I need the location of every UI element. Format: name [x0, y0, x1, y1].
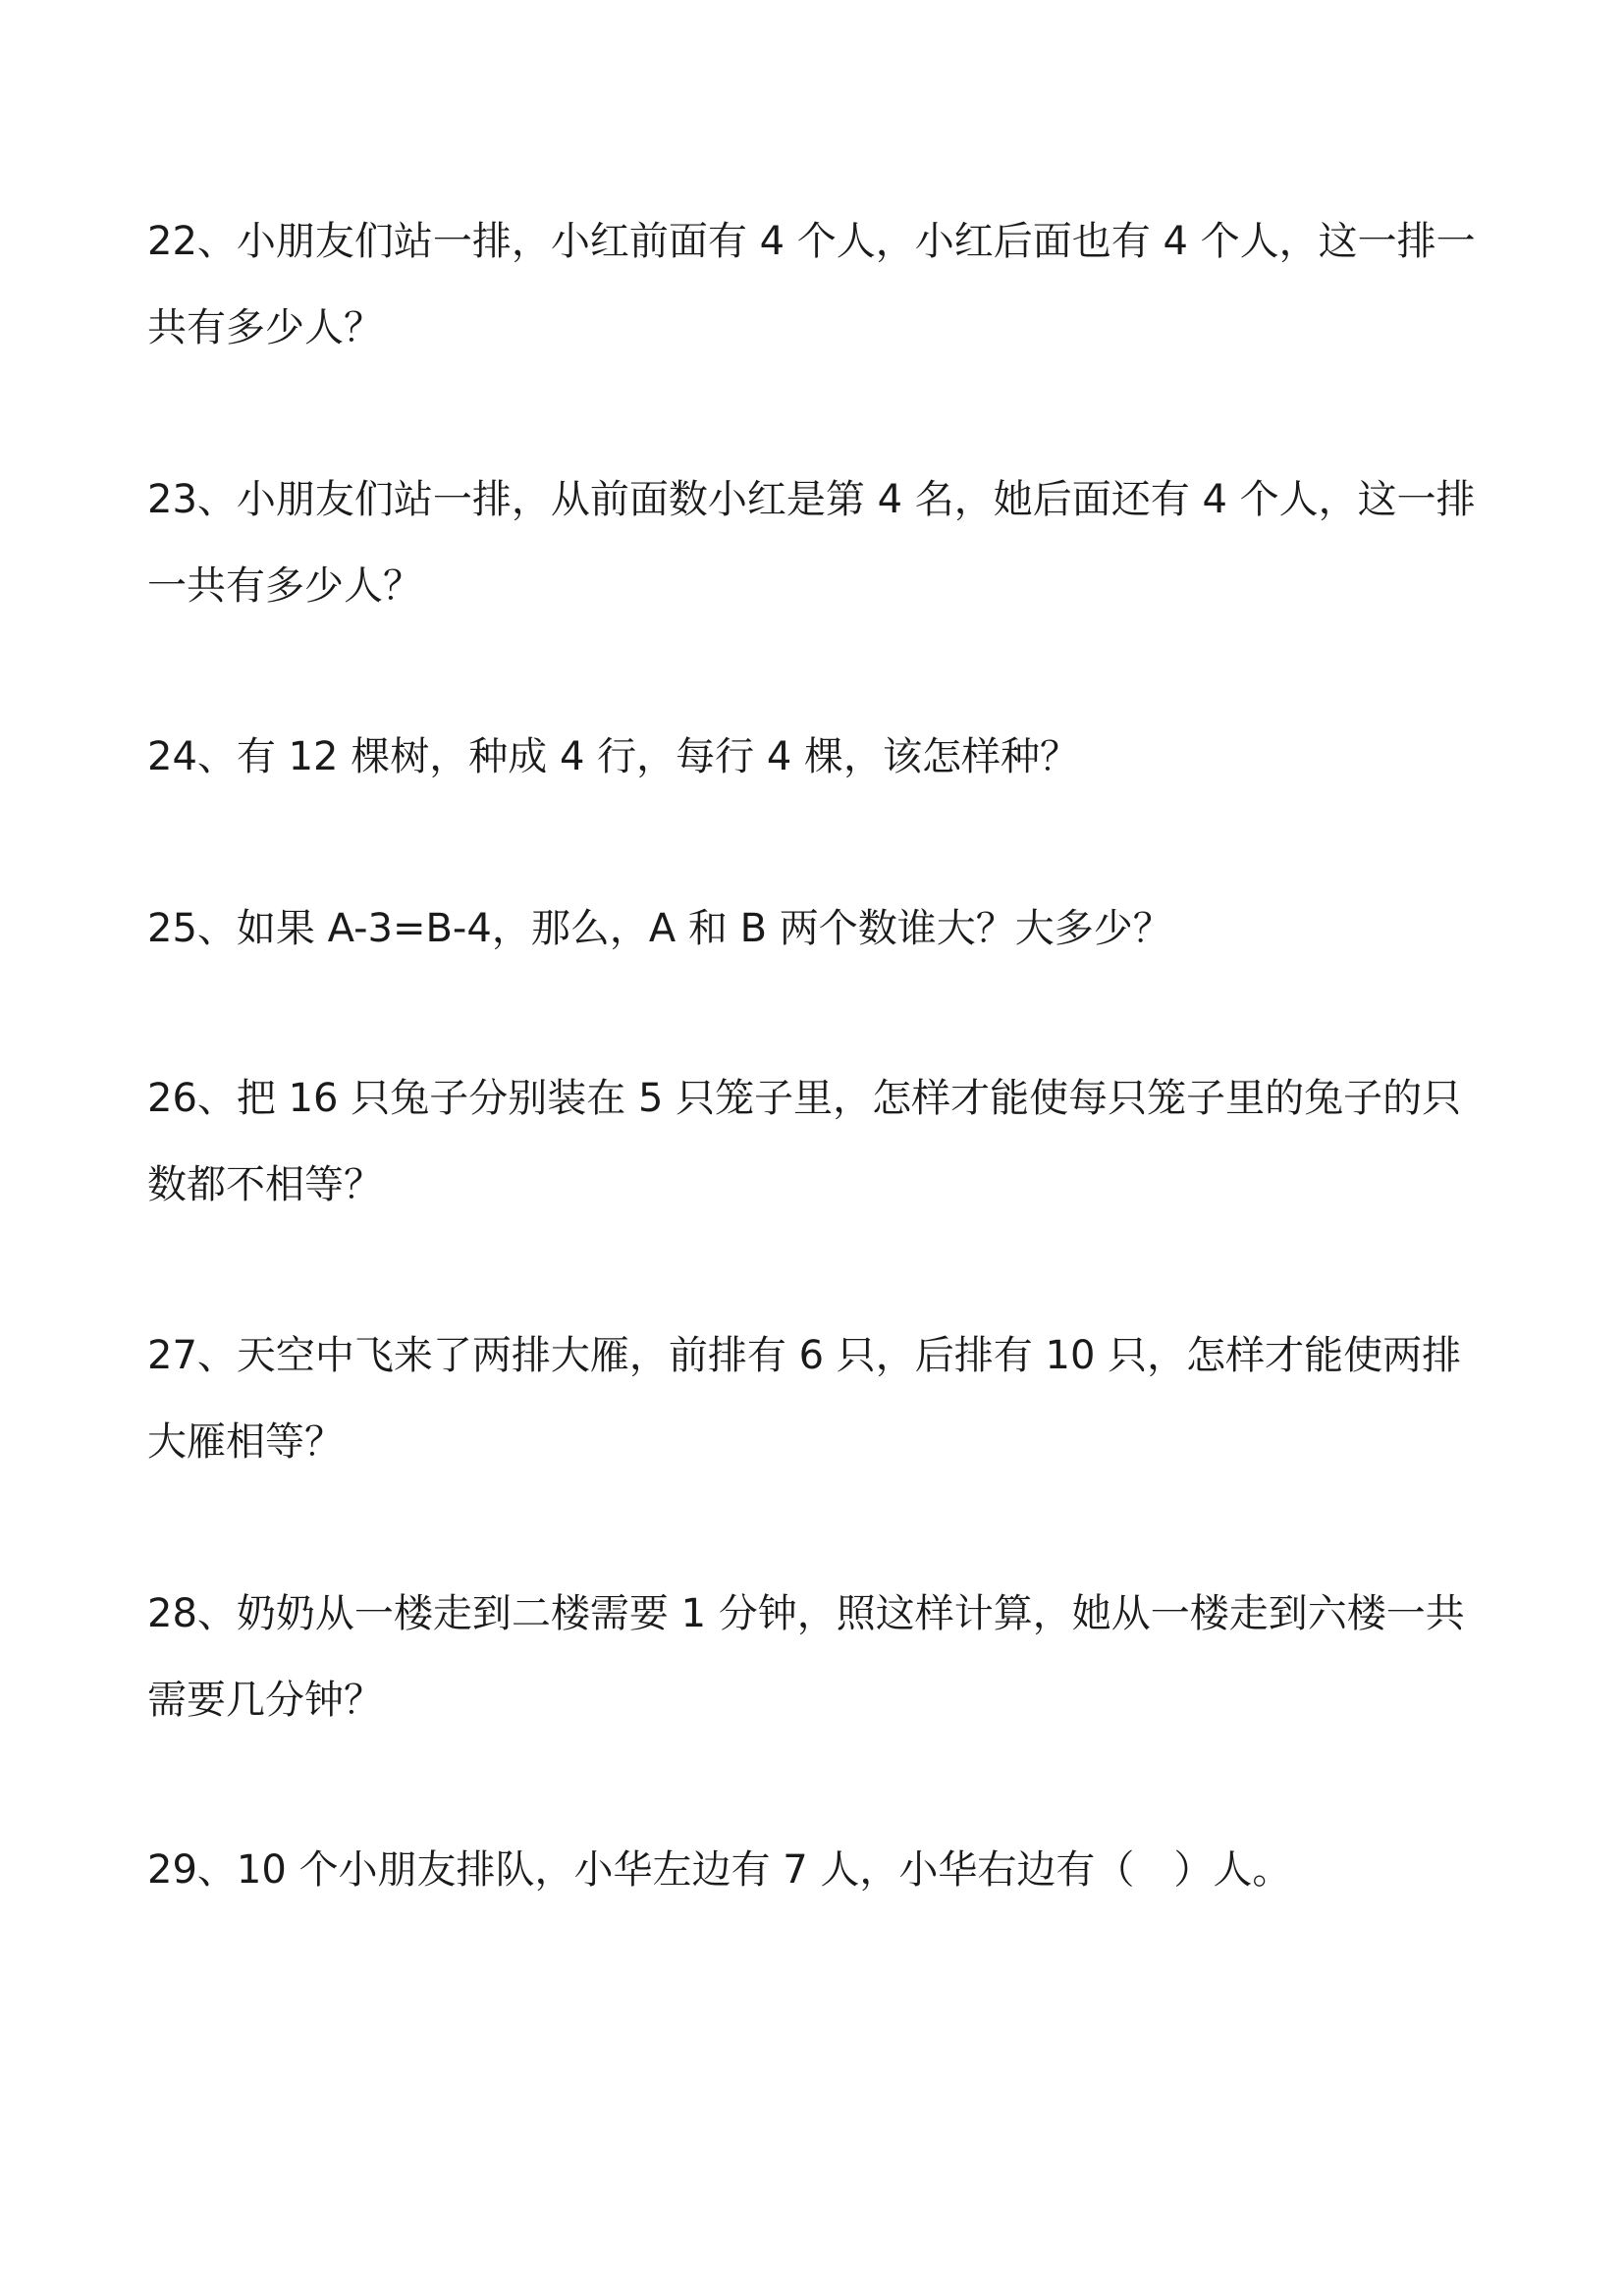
question-23: 23、小朋友们站一排，从前面数小红是第 4 名，她后面还有 4 个人，这一排一共有多少人？ — [147, 477, 1476, 609]
question-24: 24、有 12 棵树，种成 4 行，每行 4 棵，该怎样种？ — [147, 734, 1079, 779]
question-28: 28、奶奶从一楼走到二楼需要 1 分钟，照这样计算，她从一楼走到六楼一共需要几分钟？ — [147, 1591, 1465, 1723]
question-25: 25、如果 A-3=B-4，那么，A 和 B 两个数谁大？大多少？ — [147, 906, 1172, 951]
question-26: 26、把 16 只兔子分别装在 5 只笼子里，怎样才能使每只笼子里的兔子的只数都不相等？ — [147, 1076, 1462, 1207]
question-27: 27、天空中飞来了两排大雁，前排有 6 只，后排有 10 只，怎样才能使两排大雁相等？ — [147, 1333, 1462, 1465]
question-29: 29、10 个小朋友排队，小华左边有 7 人，小华右边有（ ）人。 — [147, 1847, 1292, 1893]
question-22: 22、小朋友们站一排，小红前面有 4 个人，小红后面也有 4 个人，这一排一共有多少人？ — [147, 219, 1476, 350]
